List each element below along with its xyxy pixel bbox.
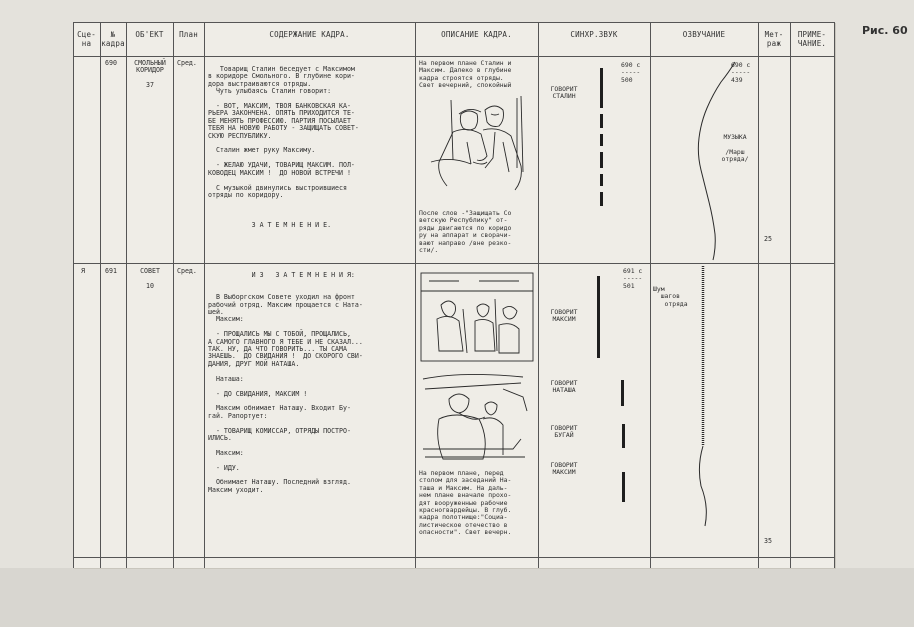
header-meters: Мет- раж	[764, 30, 784, 48]
sync-sound-bar	[600, 114, 603, 128]
scene-letter: Я	[81, 267, 85, 275]
grid-line	[100, 22, 101, 568]
grid-line	[204, 22, 205, 568]
sync-speaker-label: ГОВОРИТ БУГАЙ	[550, 424, 578, 440]
sync-speaker-label: ГОВОРИТ НАТАША	[550, 379, 578, 395]
header-sync-sound: СИНХР.ЗВУК	[570, 30, 618, 39]
sync-speaker-label: ГОВОРИТ СТАЛИН	[550, 85, 578, 101]
grid-line	[73, 56, 835, 57]
shot-description-note: После слов -"Защищать Со ветскую Республику" от- ряды двигаются по коридо ру на аппарат и сворачи- вают направо /вне резко- сти/.	[419, 209, 512, 255]
storyboard-sketch-workers-passing	[419, 269, 535, 365]
figure-label: Рис. 60	[862, 24, 908, 37]
shot-description: На первом плане, перед столом для заседаний На- таша и Максим. На даль- нем плане вначале прохо- дят вооруженные рабочие красногвардейцы. В глуб. кадра полотнище:"Социа- листическое отечество в опасности". Свет вечерн.	[419, 469, 512, 537]
grid-line	[790, 22, 791, 568]
shot-plan: Сред.	[177, 59, 197, 67]
sync-sound-bar	[600, 68, 603, 108]
header-description: ОПИСАНИЕ КАДРА.	[441, 30, 512, 39]
storyboard-sketch-maxim-natasha	[419, 369, 535, 467]
sync-sound-bar	[600, 152, 603, 168]
header-scene: Сце- на	[77, 30, 96, 48]
shot-content: Товарищ Сталин беседует с Максимом в коридоре Смольного. В глубине кори- дора выстраиваются отряды. Чуть улыбаясь Сталин говорит: - ВОТ, МАКСИМ, ТВОЯ БАНКОВСКАЯ КА- РЬЕРА ЗАКОНЧЕНА. ОПЯТЬ ПРИХОДИТСЯ ТЕ- БЕ МЕНЯТЬ ПРОФЕССИЮ. ПАРТИЯ ПОСЫЛАЕТ ТЕБЯ НА НОВУЮ РАБОТУ - ЗАЩИЩАТЬ СОВЕТ- СКУЮ РЕСПУБЛИКУ. Сталин жмет руку Максиму. - ЖЕЛАЮ УДАЧИ, ТОВАРИЩ МАКСИМ. ПОЛ- КОВОДЕЦ МАКСИМ ! ДО НОВОЙ ВСТРЕЧИ ! С музыкой двинулись выстроившиеся отряды по коридору. З А Т Е М Н Е Н И Е.	[208, 65, 359, 229]
grid-line	[73, 557, 835, 558]
footage-meters: 35	[764, 537, 772, 545]
grid-line	[834, 22, 835, 568]
sync-speaker-label: ГОВОРИТ МАКСИМ	[550, 308, 578, 324]
grid-line	[758, 22, 759, 568]
storyboard-sketch-stalin-maxim	[421, 92, 535, 192]
table-bottom-band	[0, 568, 914, 627]
grid-line	[415, 22, 416, 568]
sound-description: Шум шагов отряда	[653, 285, 688, 308]
grid-line	[73, 22, 74, 568]
header-shot-number: № кадра	[101, 30, 125, 48]
shot-object: СМОЛЬНЫЙ КОРИДОР 37	[134, 59, 166, 90]
header-plan: План	[179, 30, 198, 39]
shooting-script-sheet	[73, 22, 835, 568]
sync-speaker-label: ГОВОРИТ МАКСИМ	[550, 461, 578, 477]
sync-sound-bar	[622, 424, 625, 448]
header-object: ОБ'ЕКТ	[135, 30, 164, 39]
sync-sound-bar	[621, 380, 624, 406]
sync-sound-bar	[597, 276, 600, 358]
sound-counter: 690 с ----- 439	[731, 61, 751, 84]
grid-line	[126, 22, 127, 568]
sync-sound-bar	[600, 174, 603, 186]
header-notes: ПРИМЕ- ЧАНИЕ.	[797, 30, 827, 48]
shot-number: 690	[105, 59, 117, 67]
sync-sound-bar	[600, 192, 603, 206]
shot-description: На первом плане Сталин и Максим. Далеко в глубине кадра строятся отряды. Свет вечерний, спокойный	[419, 59, 512, 90]
header-content: СОДЕРЖАНИЕ КАДРА.	[269, 30, 350, 39]
shot-content: И З З А Т Е М Н Е Н И Я: В Выборгском Совете уходил на фронт рабочий отряд. Максим прощается с Ната- шей. Максим: - ПРОЩАЛИСЬ МЫ С ТОБОЙ, ПРОЩАЛИСЬ, А САМОГО ГЛАВНОГО Я ТЕБЕ И НЕ СКАЗАЛ... ТАК. НУ, ДА ЧТО ГОВОРИТЬ... ТЫ САМА ЗНАЕШЬ. ДО СВИДАНИЯ ! ДО СКОРОГО СВИ- ДАНИЯ, ДРУГ МОЙ НАТАША. Наташа: - ДО СВИДАНИЯ, МАКСИМ ! Максим обнимает Наташу. Входит Бу- гай. Рапортует: - ТОВАРИЩ КОМИССАР, ОТРЯДЫ ПОСТРО- ИЛИСЬ. Максим: - ИДУ. Обнимает Наташу. Последний взгляд. Максим уходит.	[208, 271, 363, 494]
grid-line	[73, 22, 835, 23]
footsteps-sound-line	[651, 264, 757, 556]
sync-counter: 690 с ----- 500	[621, 61, 641, 84]
grid-line	[173, 22, 174, 568]
shot-object: СОВЕТ 10	[140, 267, 160, 290]
sync-sound-bar	[600, 134, 603, 146]
music-waveform-line	[651, 58, 757, 262]
sync-sound-bar	[622, 472, 625, 502]
shot-plan: Сред.	[177, 267, 197, 275]
footage-meters: 25	[764, 235, 772, 243]
grid-line	[538, 22, 539, 568]
shot-number: 691	[105, 267, 117, 275]
sync-counter: 691 с ----- 501	[623, 267, 643, 290]
sound-description: МУЗЫКА /Марш отряда/	[721, 133, 749, 164]
header-sound-design: ОЗВУЧАНИЕ	[682, 30, 726, 39]
